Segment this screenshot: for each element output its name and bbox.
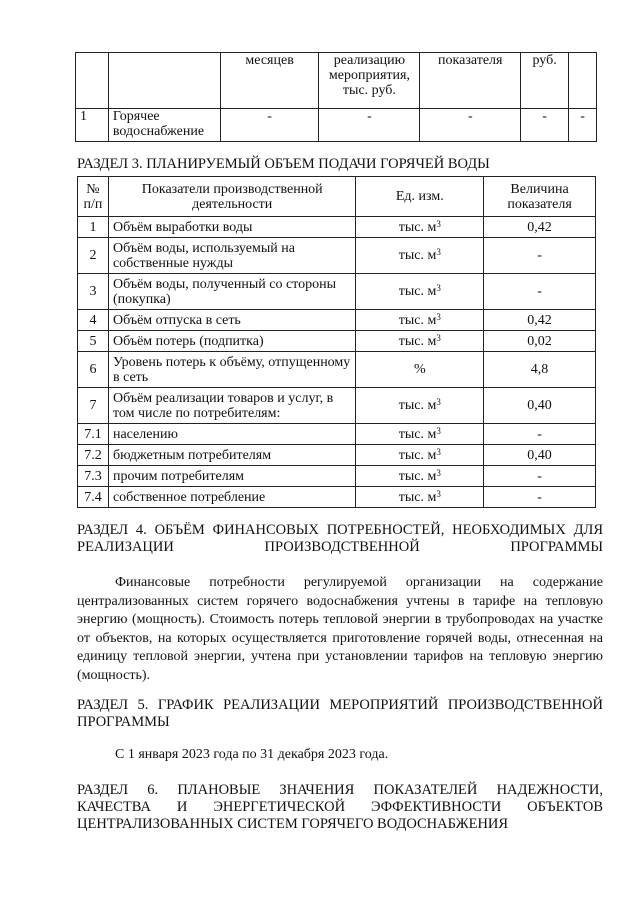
unit-text: % [413, 362, 426, 377]
table-row [78, 310, 596, 331]
row-indicator: бюджетным потребителям [108, 445, 356, 466]
row-number: 5 [78, 331, 109, 352]
table-row [78, 466, 596, 487]
row-indicator: Объём воды, полученный со стороны (покупка) [108, 274, 356, 310]
row-unit [356, 238, 484, 274]
unit-text: тыс. м [398, 333, 437, 349]
row-value: - [484, 424, 596, 445]
header-value: Величина показателя [484, 177, 596, 217]
section-6-line-3: ЦЕНТРАЛИЗОВАННЫХ СИСТЕМ ГОРЯЧЕГО ВОДОСНАБЖЕНИЯ [77, 816, 509, 832]
section-4-heading-text: РАЗДЕЛ 4. ОБЪЁМ ФИНАНСОВЫХ ПОТРЕБНОСТЕЙ, НЕОБХОДИМЫХ ДЛЯ РЕАЛИЗАЦИИ ПРОИЗВОДСТВЕННОЙ ПРОГРАММЫ [77, 522, 603, 555]
section-5-paragraph: С 1 января 2023 года по 31 декабря 2023 года. [115, 747, 389, 762]
unit-text: тыс. м [398, 468, 437, 484]
row-value: 4,8 [484, 352, 596, 388]
unit-superscript: 3 [436, 247, 441, 257]
header-cell: руб. [521, 53, 569, 109]
row-value: 0,40 [484, 445, 596, 466]
row-number: 4 [78, 310, 109, 331]
value-cell: - [220, 109, 319, 142]
unit-superscript: 3 [436, 467, 441, 478]
row-number: 7 [78, 388, 109, 424]
row-unit [356, 352, 484, 388]
section-5-heading-text: РАЗДЕЛ 5. ГРАФИК РЕАЛИЗАЦИИ МЕРОПРИЯТИЙ ПРОИЗВОДСТВЕННОЙ ПРОГРАММЫ [77, 697, 603, 730]
row-unit [356, 331, 484, 352]
unit-superscript: 3 [436, 332, 441, 343]
header-num: № п/п [78, 177, 109, 217]
row-value: 0,42 [484, 310, 596, 331]
unit-superscript: 3 [436, 425, 441, 436]
table-row [78, 217, 596, 238]
unit-superscript: 3 [436, 488, 441, 499]
unit-superscript: 3 [436, 397, 441, 407]
row-unit [356, 310, 484, 331]
unit-text: тыс. м [398, 426, 437, 442]
row-unit [356, 466, 484, 487]
empty-cell [569, 53, 597, 109]
row-name: Горячее водоснабжение [108, 109, 220, 142]
value-cell: - [521, 109, 569, 142]
unit-text: тыс. м [398, 248, 437, 263]
row-value: 0,42 [484, 217, 596, 238]
row-indicator: Объём отпуска в сеть [108, 310, 356, 331]
row-number: 1 [76, 109, 109, 142]
value-cell: - [569, 109, 597, 142]
unit-superscript: 3 [436, 446, 441, 457]
row-unit [356, 424, 484, 445]
row-unit [356, 445, 484, 466]
row-number: 1 [78, 217, 109, 238]
table-row [78, 352, 596, 388]
table-row [78, 445, 596, 466]
unit-superscript: 3 [436, 283, 441, 293]
empty-cell [76, 53, 109, 109]
water-supply-volume-table [77, 176, 596, 508]
section-4-text: Финансовые потребности регулируемой организации на содержание централизованных систем горячего водоснабжения учтены в тарифе на тепловую энергию (мощность). Стоимость потерь тепловой энергии в трубопроводах на участке от объектов, на которых осуществляется приготовление горячей воды, отнесенная на единицу тепловой энергии, учтена при установлении тарифов на тепловую энергию (мощность). [77, 575, 603, 683]
row-indicator: Объём воды, используемый на собственные нужды [108, 238, 356, 274]
row-indicator: Уровень потерь к объёму, отпущенному в сеть [108, 352, 356, 388]
row-indicator: собственное потребление [108, 487, 356, 508]
table-row [78, 424, 596, 445]
section-4-paragraph [77, 574, 603, 685]
row-value: 0,40 [484, 388, 596, 424]
row-number: 7.3 [78, 466, 109, 487]
header-cell: показателя [420, 53, 521, 109]
row-unit [356, 487, 484, 508]
value-cell: - [420, 109, 521, 142]
row-unit [356, 274, 484, 310]
header-cell: месяцев [220, 53, 319, 109]
unit-text: тыс. м [398, 447, 437, 463]
unit-text: тыс. м [398, 398, 437, 413]
table-row [78, 331, 596, 352]
row-number: 7.1 [78, 424, 109, 445]
unit-superscript: 3 [436, 218, 441, 229]
row-value: - [484, 487, 596, 508]
table-row [78, 238, 596, 274]
table-row [78, 388, 596, 424]
value-cell: - [319, 109, 420, 142]
section-6-line-1: РАЗДЕЛ 6. ПЛАНОВЫЕ ЗНАЧЕНИЯ ПОКАЗАТЕЛЕЙ НАДЕЖНОСТИ, [77, 782, 603, 798]
row-unit [356, 388, 484, 424]
program-table-continuation [75, 52, 597, 142]
row-number: 6 [78, 352, 109, 388]
table-row [78, 487, 596, 508]
section-6-heading [77, 782, 603, 833]
row-value: - [484, 274, 596, 310]
row-indicator: Объём потерь (подпитка) [108, 331, 356, 352]
row-indicator: прочим потребителям [108, 466, 356, 487]
unit-text: тыс. м [398, 312, 437, 328]
unit-text: тыс. м [398, 219, 437, 235]
row-number: 7.2 [78, 445, 109, 466]
row-value: - [484, 238, 596, 274]
unit-superscript: 3 [436, 311, 441, 322]
row-indicator: Объём реализации товаров и услуг, в том числе по потребителям: [108, 388, 356, 424]
header-cell: реализацию мероприятия, тыс. руб. [319, 53, 420, 109]
row-number: 2 [78, 238, 109, 274]
row-unit [356, 217, 484, 238]
unit-text: тыс. м [398, 284, 437, 299]
table-row [78, 274, 596, 310]
header-unit: Ед. изм. [356, 177, 484, 217]
row-value: - [484, 466, 596, 487]
row-number: 7.4 [78, 487, 109, 508]
row-indicator: населению [108, 424, 356, 445]
row-value: 0,02 [484, 331, 596, 352]
header-name: Показатели производственной деятельности [108, 177, 356, 217]
unit-text: тыс. м [398, 489, 437, 505]
row-indicator: Объём выработки воды [108, 217, 356, 238]
section-5-heading [77, 697, 603, 731]
empty-cell [108, 53, 220, 109]
section-6-line-2: КАЧЕСТВА И ЭНЕРГЕТИЧЕСКОЙ ЭФФЕКТИВНОСТИ ОБЪЕКТОВ [77, 799, 603, 815]
section-3-heading: РАЗДЕЛ 3. ПЛАНИРУЕМЫЙ ОБЪЕМ ПОДАЧИ ГОРЯЧЕЙ ВОДЫ [77, 156, 490, 172]
row-number: 3 [78, 274, 109, 310]
section-4-heading [77, 522, 603, 556]
